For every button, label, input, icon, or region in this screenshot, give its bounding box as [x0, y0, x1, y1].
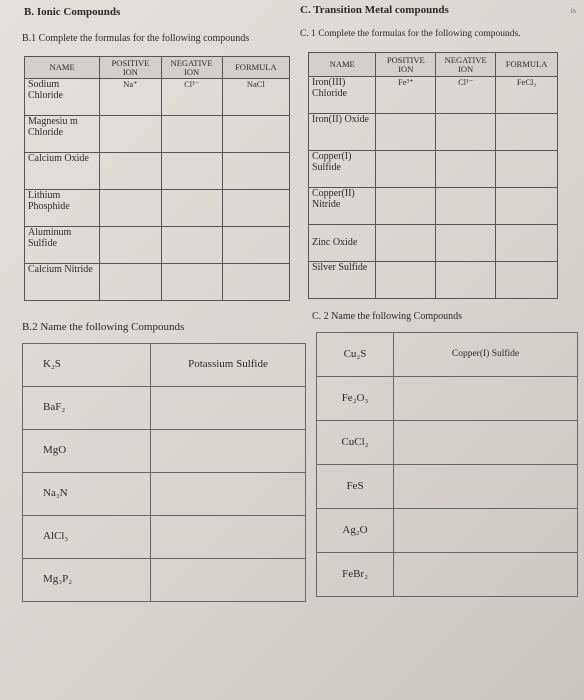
c1-header-positive-ion: POSITIVE ION: [376, 53, 436, 77]
b2-row-name[interactable]: [151, 430, 306, 473]
c1-row-formula[interactable]: [496, 262, 558, 299]
c2-table: [316, 332, 578, 597]
b2-instructions: B.2 Name the following Compounds: [22, 321, 185, 333]
c1-row-formula[interactable]: [496, 188, 558, 225]
b2-row-name[interactable]: [151, 559, 306, 602]
b1-row-name: Sodium Chloride: [25, 79, 100, 116]
b2-row-name[interactable]: Potassium Sulfide: [151, 344, 306, 387]
c1-row-name: Copper(I) Sulfide: [309, 151, 376, 188]
b1-header-formula: FORMULA: [222, 57, 289, 79]
c2-row-formula: FeS: [317, 465, 394, 509]
b1-row-positive-ion[interactable]: [100, 227, 161, 264]
c1-row-positive-ion[interactable]: [376, 114, 436, 151]
c1-row-positive-ion[interactable]: [376, 188, 436, 225]
b1-header-positive-ion: POSITIVE ION: [100, 57, 161, 79]
c2-row-name[interactable]: [394, 465, 578, 509]
b2-row-formula: AlCl₃: [23, 516, 151, 559]
b1-row-negative-ion[interactable]: [161, 264, 222, 301]
b1-row-positive-ion[interactable]: [100, 264, 161, 301]
c1-header-name: NAME: [309, 53, 376, 77]
c1-row-negative-ion[interactable]: [436, 151, 496, 188]
c1-row-name: Zinc Oxide: [309, 225, 376, 262]
c1-header-formula: FORMULA: [496, 53, 558, 77]
c1-table: [308, 52, 558, 299]
b1-header-name: NAME: [25, 57, 100, 79]
b2-row-name[interactable]: [151, 387, 306, 430]
b2-table: [22, 343, 306, 602]
b1-header-negative-ion: NEGATIVE ION: [161, 57, 222, 79]
c2-row-formula: Fe₂O₃: [317, 377, 394, 421]
c2-row-name[interactable]: Copper(I) Sulfide: [394, 333, 578, 377]
c2-row-formula: Ag₂O: [317, 509, 394, 553]
c1-row-negative-ion[interactable]: [436, 114, 496, 151]
b2-row-formula: Mg₃P₂: [23, 559, 151, 602]
c2-row-formula: FeBr₂: [317, 553, 394, 597]
c1-row-negative-ion[interactable]: [436, 188, 496, 225]
b1-row-name: Magnesiu m Chloride: [25, 116, 100, 153]
b1-row-formula[interactable]: [222, 153, 289, 190]
c2-row-formula: CuCl₂: [317, 421, 394, 465]
b1-row-name: Lithium Phosphide: [25, 190, 100, 227]
c1-header-negative-ion: NEGATIVE ION: [436, 53, 496, 77]
c1-row-negative-ion[interactable]: [436, 262, 496, 299]
b1-row-positive-ion[interactable]: [100, 190, 161, 227]
b1-row-name: Calcium Oxide: [25, 153, 100, 190]
c1-row-negative-ion[interactable]: Cl¹⁻: [436, 77, 496, 114]
b2-row-formula: BaF₂: [23, 387, 151, 430]
b1-row-positive-ion[interactable]: [100, 153, 161, 190]
c2-row-name[interactable]: [394, 377, 578, 421]
b1-row-negative-ion[interactable]: [161, 153, 222, 190]
c1-row-name: Silver Sulfide: [309, 262, 376, 299]
c1-row-formula[interactable]: [496, 114, 558, 151]
b1-row-formula[interactable]: NaCl: [222, 79, 289, 116]
c2-row-formula: Cu₂S: [317, 333, 394, 377]
c1-row-positive-ion[interactable]: [376, 262, 436, 299]
c1-instructions: C. 1 Complete the formulas for the following compounds.: [300, 29, 521, 39]
c2-row-name[interactable]: [394, 421, 578, 465]
b1-row-negative-ion[interactable]: [161, 227, 222, 264]
b1-instructions: B.1 Complete the formulas for the following compounds: [22, 33, 250, 44]
b1-row-positive-ion[interactable]: Na⁺: [100, 79, 161, 116]
b1-row-negative-ion[interactable]: Cl¹⁻: [161, 79, 222, 116]
section-b-title: B. Ionic Compounds: [24, 6, 121, 18]
c2-row-name[interactable]: [394, 553, 578, 597]
b1-row-name: Aluminum Sulfide: [25, 227, 100, 264]
b1-row-formula[interactable]: [222, 264, 289, 301]
b2-row-formula: K₂S: [23, 344, 151, 387]
c1-row-positive-ion[interactable]: [376, 151, 436, 188]
section-c-title: C. Transition Metal compounds: [300, 4, 449, 16]
b1-row-negative-ion[interactable]: [161, 190, 222, 227]
c1-row-positive-ion[interactable]: Fe³⁺: [376, 77, 436, 114]
c1-row-formula[interactable]: FeCl₃: [496, 77, 558, 114]
c1-row-formula[interactable]: [496, 151, 558, 188]
b1-table: [24, 56, 290, 301]
corner-mark: is: [570, 6, 576, 15]
b2-row-name[interactable]: [151, 473, 306, 516]
c1-row-name: Iron(II) Oxide: [309, 114, 376, 151]
b1-row-negative-ion[interactable]: [161, 116, 222, 153]
c1-row-negative-ion[interactable]: [436, 225, 496, 262]
c1-row-positive-ion[interactable]: [376, 225, 436, 262]
b1-row-positive-ion[interactable]: [100, 116, 161, 153]
b2-row-name[interactable]: [151, 516, 306, 559]
c2-row-name[interactable]: [394, 509, 578, 553]
b2-row-formula: Na₃N: [23, 473, 151, 516]
c1-row-name: Copper(II) Nitride: [309, 188, 376, 225]
b1-row-name: Calcium Nitride: [25, 264, 100, 301]
c2-instructions: C. 2 Name the following Compounds: [312, 311, 462, 322]
b2-row-formula: MgO: [23, 430, 151, 473]
c1-row-formula[interactable]: [496, 225, 558, 262]
b1-row-formula[interactable]: [222, 116, 289, 153]
b1-row-formula[interactable]: [222, 190, 289, 227]
b1-row-formula[interactable]: [222, 227, 289, 264]
c1-row-name: Iron(III) Chloride: [309, 77, 376, 114]
